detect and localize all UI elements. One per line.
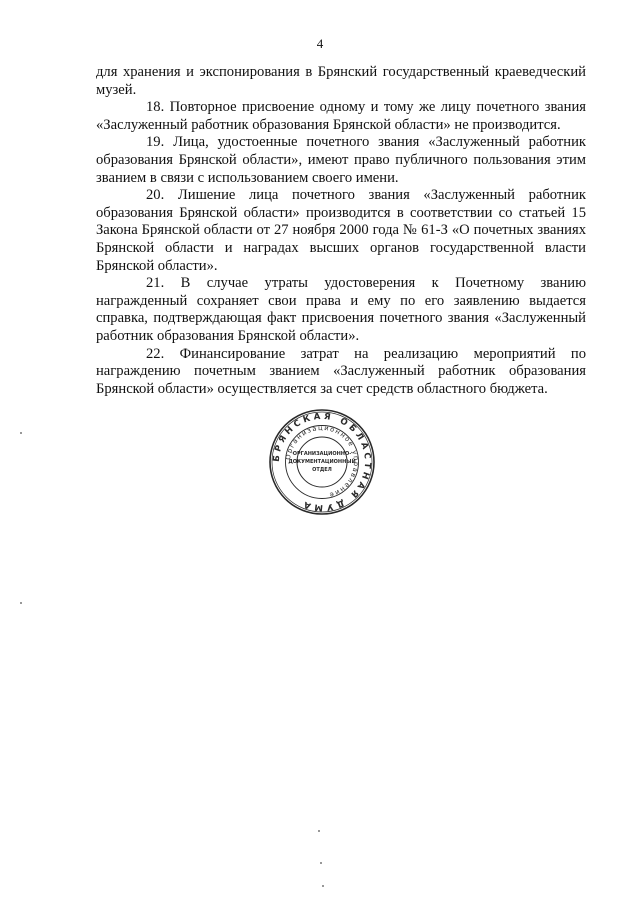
paragraph-20: 20. Лишение лица почетного звания «Заслуженный работник образования Брянской области» производится в соответствии со статьей 15 Закона Брянской области от 27 ноября 2000 года № 61-З «О почетных званиях Брянской области и наградах высших органов государственной власти Брянской области». xyxy=(96,187,586,274)
paragraph-21: 21. В случае утраты удостоверения к Почетному званию награжденный сохраняет свои права и ему по его заявлению выдается справка, подтверждающая факт присвоения почетного звания «Заслуженный работник образования Брянской области». xyxy=(96,275,586,344)
official-seal xyxy=(268,408,376,516)
scan-speck xyxy=(322,885,324,887)
scan-speck xyxy=(20,602,22,604)
seal-outer-text: БРЯНСКАЯ ОБЛАСТНАЯ ДУМА xyxy=(271,411,373,513)
scan-speck xyxy=(318,830,320,832)
page-number: 4 xyxy=(316,36,324,51)
paragraph-continuation: для хранения и экспонирования в Брянский государственный краеведческий музей. xyxy=(96,64,586,98)
paragraph-18: 18. Повторное присвоение одному и тому же лицу почетного звания «Заслуженный работник образования Брянской области» не производится. xyxy=(96,99,586,133)
seal-center-line-2: ДОКУМЕНТАЦИОННЫЙ xyxy=(288,459,356,465)
scan-speck xyxy=(20,432,22,434)
paragraph-19: 19. Лица, удостоенные почетного звания «Заслуженный работник образования Брянской области», имеют право публичного пользования этим званием в связи с использованием своего имени. xyxy=(96,134,586,186)
seal-inner-text: Организационное управление xyxy=(283,423,361,500)
scan-speck xyxy=(320,862,322,864)
document-body xyxy=(96,64,586,398)
seal-center-line-3: ОТДЕЛ xyxy=(312,467,332,473)
paragraph-22: 22. Финансирование затрат на реализацию мероприятий по награждению почетным званием «Заслуженный работник образования Брянской области» осуществляется за счет средств областного бюджета. xyxy=(96,345,586,397)
seal-center-line-1: ОРГАНИЗАЦИОННО- xyxy=(292,451,352,457)
